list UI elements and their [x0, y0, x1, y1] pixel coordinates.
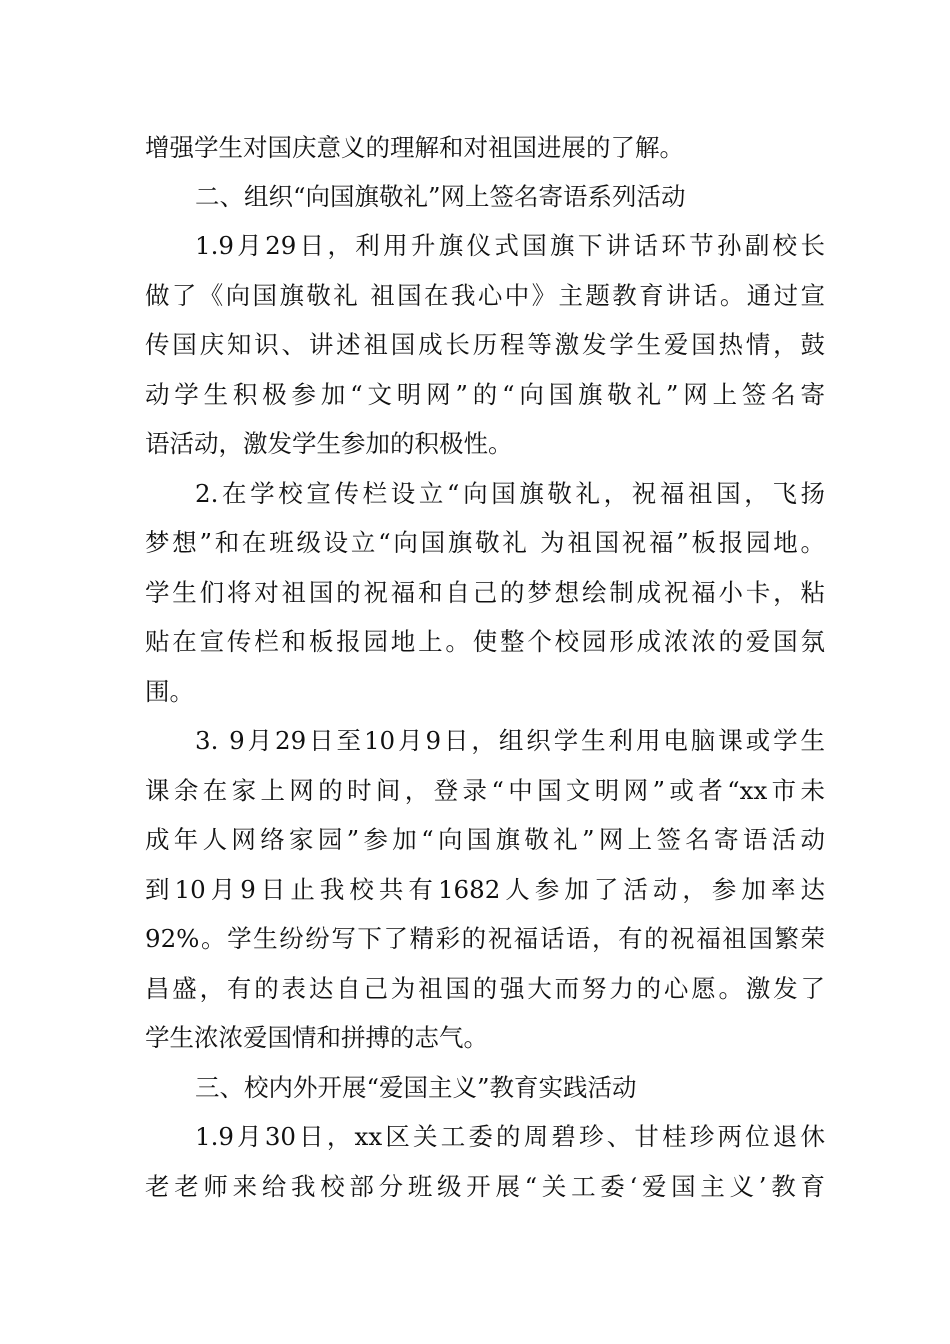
- body-text-line: 增强学生对国庆意义的理解和对祖国进展的了解。: [145, 133, 684, 162]
- body-text-line: 学生浓浓爱国情和拼搏的志气。: [145, 1023, 488, 1052]
- body-text-line: 梦想”和在班级设立“向国旗敬礼 为祖国祝福”板报园地。: [145, 528, 825, 557]
- body-text-line: 2.在学校宣传栏设立“向国旗敬礼，祝福祖国，飞扬: [195, 479, 825, 508]
- section-heading: 三、校内外开展“爱国主义”教育实践活动: [195, 1073, 637, 1102]
- body-text-line: 3. 9月29日至10月9日，组织学生利用电脑课或学生: [195, 726, 825, 755]
- body-text-line: 昌盛，有的表达自己为祖国的强大而努力的心愿。激发了: [145, 974, 825, 1003]
- section-heading: 二、组织“向国旗敬礼”网上签名寄语系列活动: [195, 182, 686, 211]
- body-text-line: 成年人网络家园”参加“向国旗敬礼”网上签名寄语活动: [145, 825, 825, 854]
- body-text-line: 课余在家上网的时间，登录“中国文明网”或者“xx市未: [145, 776, 825, 805]
- body-text-line: 1.9月29日，利用升旗仪式国旗下讲话环节孙副校长: [195, 231, 825, 260]
- body-text-line: 贴在宣传栏和板报园地上。使整个校园形成浓浓的爱国氛: [145, 627, 825, 656]
- body-text-line: 传国庆知识、讲述祖国成长历程等激发学生爱国热情，鼓: [145, 330, 825, 359]
- body-text-line: 做了《向国旗敬礼 祖国在我心中》主题教育讲话。通过宣: [145, 281, 825, 310]
- body-text-line: 语活动，激发学生参加的积极性。: [145, 429, 513, 458]
- body-text-line: 学生们将对祖国的祝福和自己的梦想绘制成祝福小卡，粘: [145, 578, 825, 607]
- body-text-line: 到10月9日止我校共有1682人参加了活动，参加率达: [145, 875, 825, 904]
- body-text-line: 1.9月30日，xx区关工委的周碧珍、甘桂珍两位退休: [195, 1122, 825, 1151]
- body-text-line: 动学生积极参加“文明网”的“向国旗敬礼”网上签名寄: [145, 380, 825, 409]
- body-text-line: 92%。学生纷纷写下了精彩的祝福话语，有的祝福祖国繁荣: [145, 924, 825, 953]
- body-text-line: 老老师来给我校部分班级开展“关工委‘爱国主义’教育: [145, 1172, 825, 1201]
- body-text-line: 围。: [145, 677, 194, 706]
